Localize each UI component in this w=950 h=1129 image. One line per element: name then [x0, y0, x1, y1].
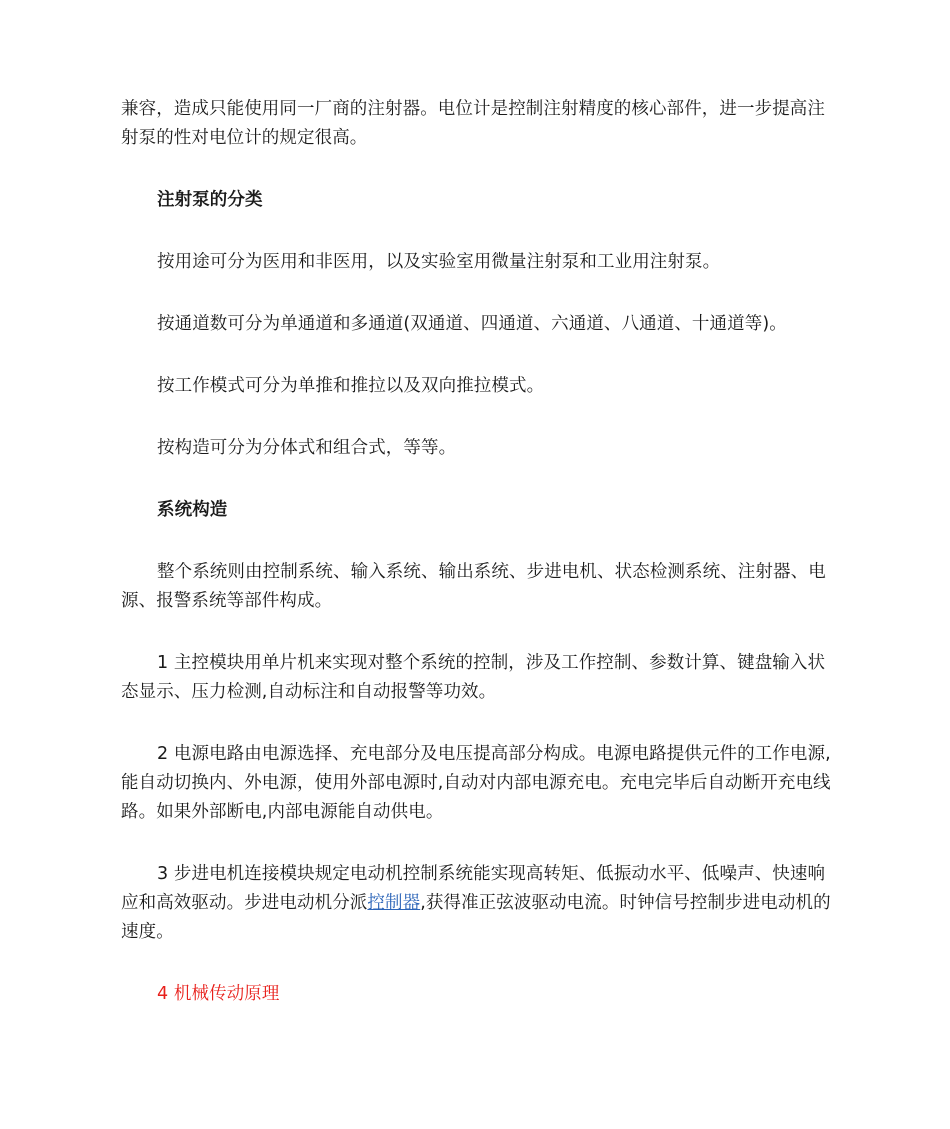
paragraph-text: 兼容，造成只能使用同一厂商的注射器。电位计是控制注射精度的核心部件，进一步提高注射泵的性对电位计的规定很高。 [121, 99, 825, 148]
paragraph-stepper-motor [121, 860, 831, 947]
paragraph-text: 1 主控模块用单片机来实现对整个系统的控制，涉及工作控制、参数计算、键盘输入状态显示、压力检测,自动标注和自动报警等功效。 [121, 653, 826, 702]
paragraph-text: ,获得准正弦波驱动电流。时钟信号控制步进电动机的速度。 [121, 893, 831, 942]
paragraph-power-circuit [121, 740, 831, 827]
paragraph-by-channels [121, 310, 831, 339]
heading-text: 注射泵的分类 [157, 190, 263, 210]
paragraph-text: 按用途可分为医用和非医用，以及实验室用微量注射泵和工业用注射泵。 [157, 252, 721, 272]
paragraph-by-structure [121, 434, 831, 463]
heading-text: 4 机械传动原理 [157, 984, 280, 1004]
paragraph-system-overview [121, 558, 831, 616]
paragraph-text: 3 步进电机连接模块规定电动机控制系统能实现高转矩、低振动水平、低噪声、快速响应和高效驱动。步进电动机分派 [121, 864, 826, 913]
section-heading-mechanical [121, 980, 831, 1009]
paragraph-main-control [121, 649, 831, 707]
paragraph-text: 按通道数可分为单通道和多通道(双通道、四通道、六通道、八通道、十通道等)。 [157, 314, 787, 334]
paragraph-text: 整个系统则由控制系统、输入系统、输出系统、步进电机、状态检测系统、注射器、电源、报警系统等部件构成。 [121, 562, 826, 611]
paragraph-text: 按构造可分为分体式和组合式，等等。 [157, 438, 457, 458]
paragraph-by-mode [121, 372, 831, 401]
paragraph-text: 按工作模式可分为单推和推拉以及双向推拉模式。 [157, 376, 545, 396]
heading-text: 系统构造 [157, 500, 228, 520]
section-heading-system [121, 496, 831, 525]
paragraph-by-use [121, 248, 831, 277]
paragraph-text: 2 电源电路由电源选择、充电部分及电压提高部分构成。电源电路提供元件的工作电源,能自动切换内、外电源，使用外部电源时,自动对内部电源充电。充电完毕后自动断开充电线路。如果外部断电,内部电源能自动供电。 [121, 744, 831, 822]
section-heading-classification [121, 186, 831, 215]
paragraph-continuation [121, 95, 831, 153]
controller-link[interactable]: 控制器 [367, 893, 421, 913]
